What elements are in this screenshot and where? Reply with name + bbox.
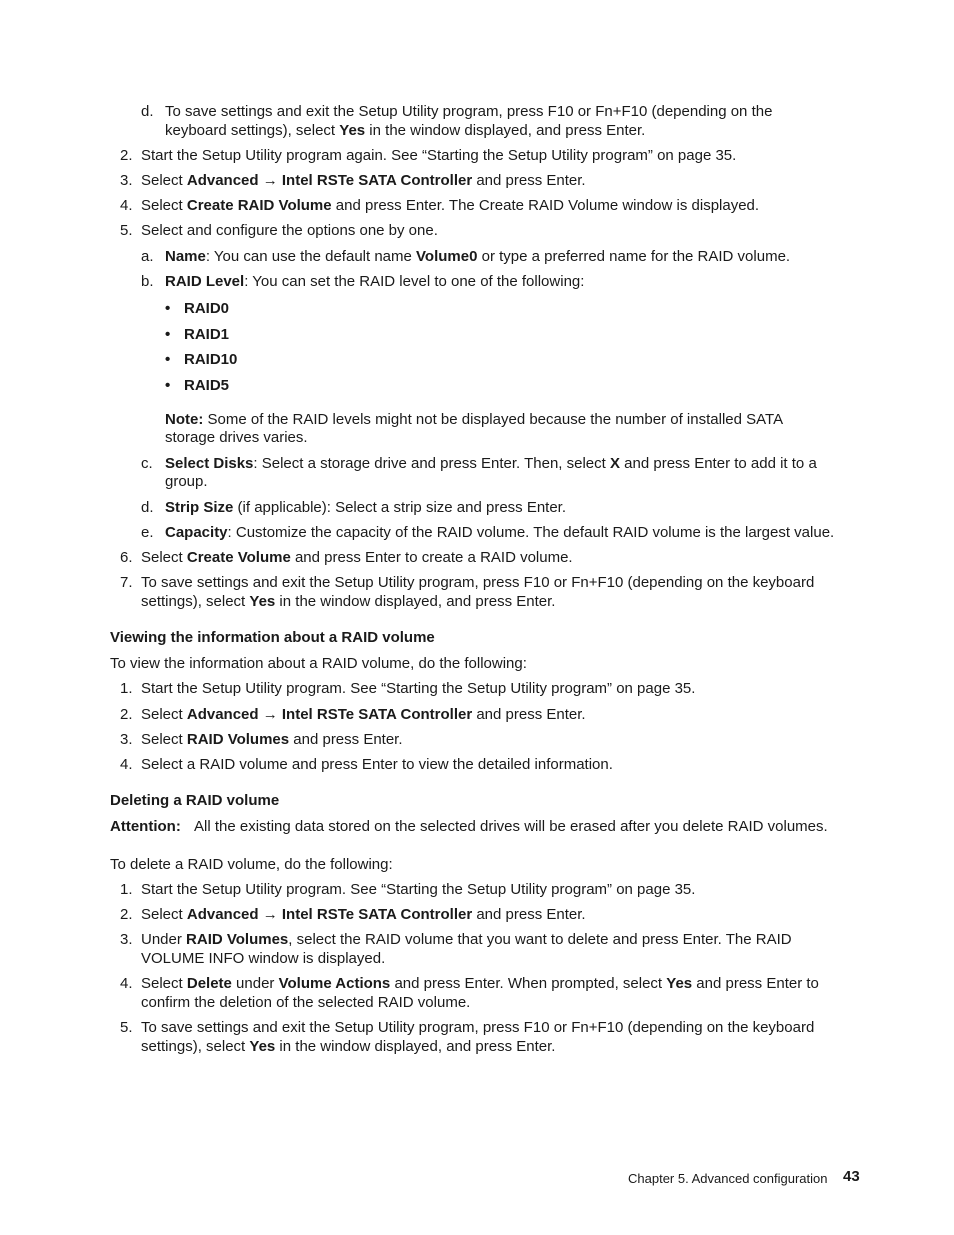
list-marker: 3. (120, 731, 133, 748)
step-text: confirm the deletion of the selected RAID volume. (141, 994, 471, 1011)
step-text: Select Advanced → Intel RSTe SATA Controller and press Enter. (141, 706, 586, 723)
step-text: Start the Setup Utility program. See “Starting the Setup Utility program” on page 35. (141, 680, 696, 697)
paragraph: To delete a RAID volume, do the following: (110, 856, 393, 873)
section-heading: Deleting a RAID volume (110, 792, 280, 809)
step-text: Select a RAID volume and press Enter to view the detailed information. (141, 756, 613, 773)
page-number: 43 (843, 1168, 860, 1185)
step-text: group. (165, 473, 208, 490)
step-text: Select RAID Volumes and press Enter. (141, 731, 403, 748)
list-marker: 7. (120, 574, 133, 591)
list-marker: d. (141, 103, 154, 120)
step-text: keyboard settings), select Yes in the window displayed, and press Enter. (165, 122, 646, 139)
list-marker: 5. (120, 222, 133, 239)
section-heading: Viewing the information about a RAID volume (110, 629, 435, 646)
step-text: Select Advanced → Intel RSTe SATA Controller and press Enter. (141, 172, 586, 189)
attention-text: Attention: (110, 818, 181, 835)
step-text: To save settings and exit the Setup Utility program, press F10 or Fn+F10 (depending on the keyboard (141, 1019, 815, 1036)
paragraph: To view the information about a RAID volume, do the following: (110, 655, 527, 672)
step-text: Select Create Volume and press Enter to create a RAID volume. (141, 549, 573, 566)
step-text: Strip Size (if applicable): Select a strip size and press Enter. (165, 499, 567, 516)
note-text: Note: Some of the RAID levels might not be displayed because the number of installed SATA (165, 411, 784, 428)
step-text: RAID Level: You can set the RAID level to one of the following: (165, 273, 585, 290)
step-text: Select Create RAID Volume and press Enter. The Create RAID Volume window is displayed. (141, 197, 760, 214)
list-marker: e. (141, 524, 154, 541)
step-text: settings), select Yes in the window displayed, and press Enter. (141, 593, 556, 610)
raid-level-item: RAID5 (184, 377, 230, 394)
bullet-icon: • (165, 300, 171, 317)
step-text: Start the Setup Utility program again. See “Starting the Setup Utility program” on page 35. (141, 147, 737, 164)
step-text: Select Delete under Volume Actions and press Enter. When prompted, select Yes and press Enter to (141, 975, 819, 992)
step-text: settings), select Yes in the window displayed, and press Enter. (141, 1038, 556, 1055)
list-marker: 2. (120, 706, 133, 723)
list-marker: 2. (120, 906, 133, 923)
list-marker: 3. (120, 931, 133, 948)
step-text: Select and configure the options one by one. (141, 222, 438, 239)
step-text: Under RAID Volumes, select the RAID volume that you want to delete and press Enter. The RAID (141, 931, 792, 948)
step-text: To save settings and exit the Setup Utility program, press F10 or Fn+F10 (depending on the keyboard (141, 574, 815, 591)
step-text: Capacity: Customize the capacity of the RAID volume. The default RAID volume is the largest value. (165, 524, 835, 541)
list-marker: 4. (120, 756, 133, 773)
list-marker: 1. (120, 881, 133, 898)
list-marker: 5. (120, 1019, 133, 1036)
step-text: Select Disks: Select a storage drive and press Enter. Then, select X and press Enter to add it to a (165, 455, 817, 472)
list-marker: 6. (120, 549, 133, 566)
list-marker: d. (141, 499, 154, 516)
list-marker: 3. (120, 172, 133, 189)
bullet-icon: • (165, 351, 171, 368)
list-marker: b. (141, 273, 154, 290)
step-text: To save settings and exit the Setup Utility program, press F10 or Fn+F10 (depending on the (165, 103, 773, 120)
list-marker: 4. (120, 197, 133, 214)
note-text: storage drives varies. (165, 429, 308, 446)
bullet-icon: • (165, 326, 171, 343)
raid-level-item: RAID0 (184, 300, 230, 317)
list-marker: 2. (120, 147, 133, 164)
list-marker: c. (141, 455, 153, 472)
raid-level-item: RAID1 (184, 326, 230, 343)
step-text: Name: You can use the default name Volume0 or type a preferred name for the RAID volume. (165, 248, 791, 265)
bullet-icon: • (165, 377, 171, 394)
raid-level-item: RAID10 (184, 351, 238, 368)
list-marker: a. (141, 248, 154, 265)
step-text: Start the Setup Utility program. See “Starting the Setup Utility program” on page 35. (141, 881, 696, 898)
step-text: VOLUME INFO window is displayed. (141, 950, 386, 967)
list-marker: 4. (120, 975, 133, 992)
step-text: Select Advanced → Intel RSTe SATA Controller and press Enter. (141, 906, 586, 923)
list-marker: 1. (120, 680, 133, 697)
footer-chapter: Chapter 5. Advanced configuration (628, 1171, 828, 1186)
attention-text: All the existing data stored on the selected drives will be erased after you delete RAID volumes. (194, 818, 828, 835)
